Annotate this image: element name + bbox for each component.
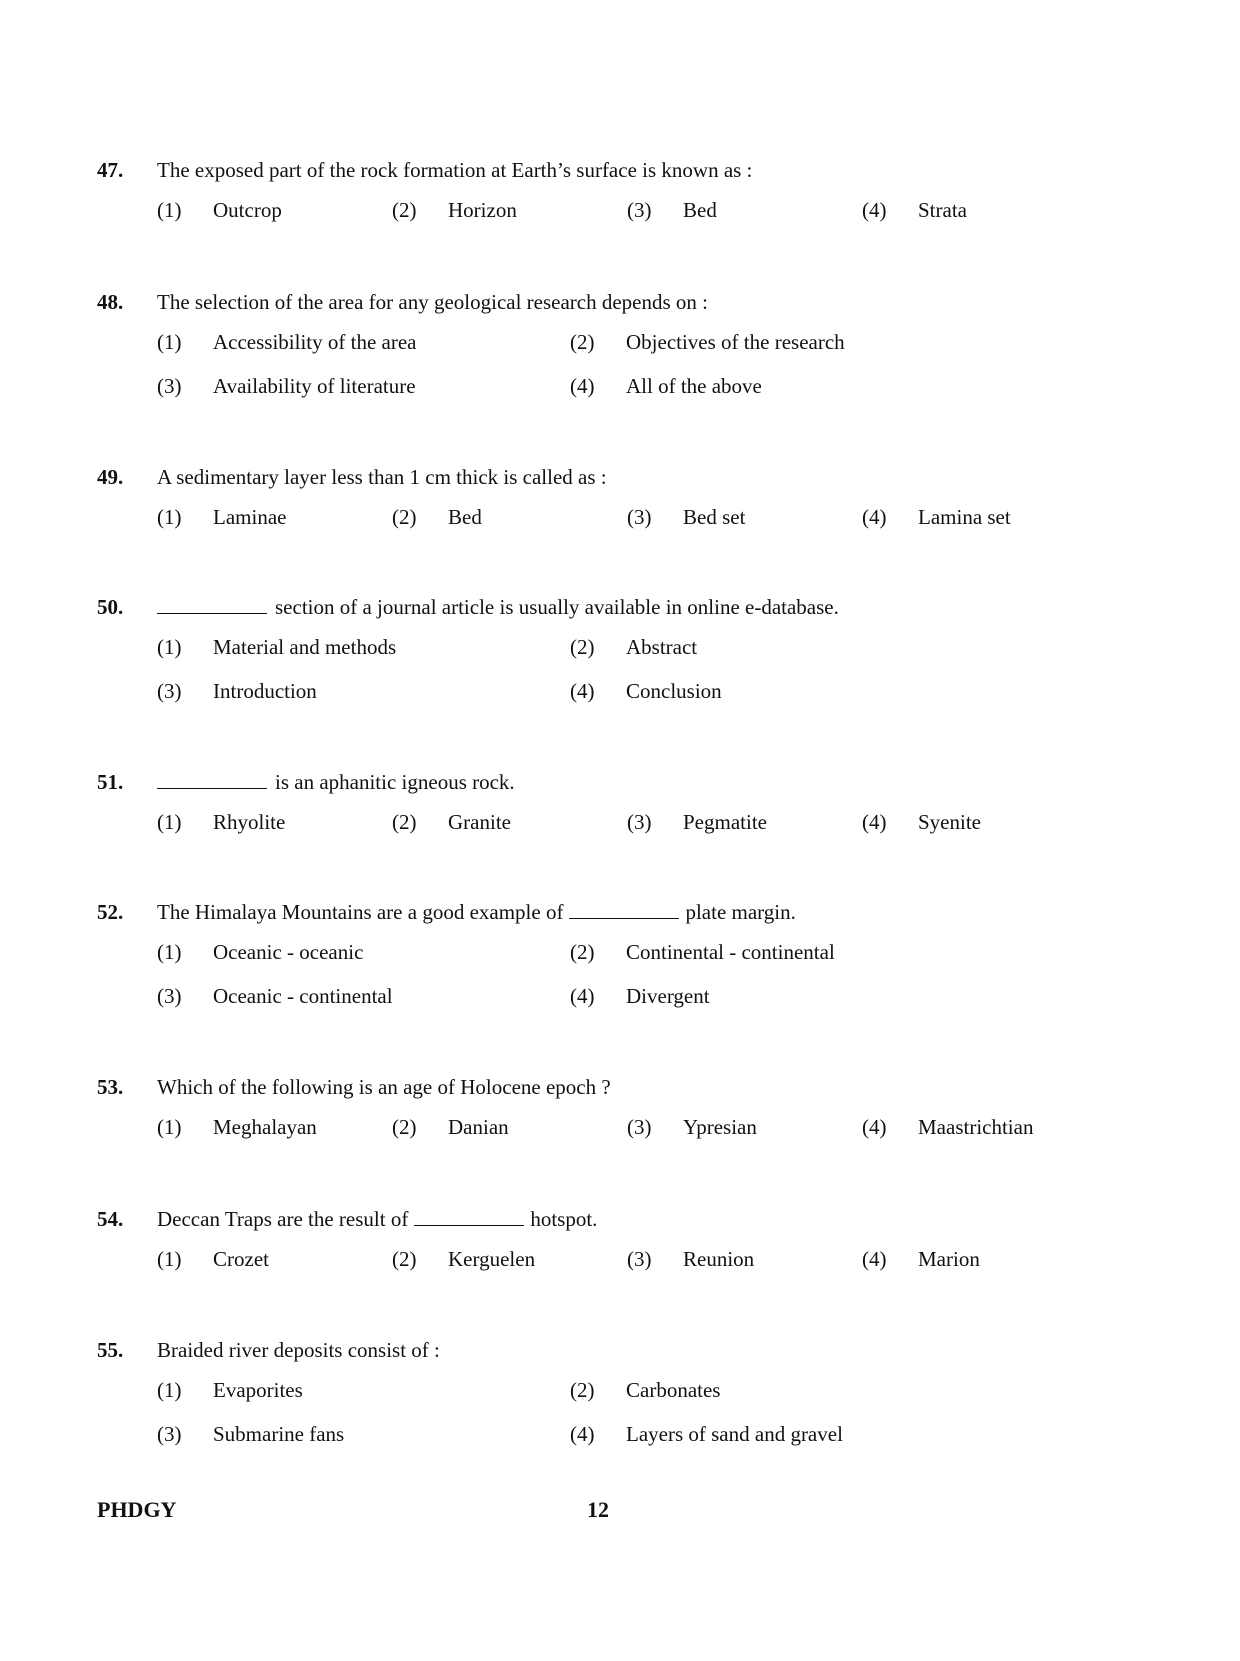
question-number: 48.	[97, 290, 124, 314]
question-text: Braided river deposits consist of :	[157, 1338, 440, 1362]
answer-blank	[569, 900, 679, 919]
option-text: Carbonates	[626, 1378, 721, 1402]
option-text: Lamina set	[918, 505, 1011, 529]
question-text: The Himalaya Mountains are a good example of	[157, 900, 564, 924]
option-number: (3)	[157, 1422, 182, 1446]
option-number: (3)	[627, 810, 652, 834]
option-text: Kerguelen	[448, 1247, 536, 1271]
option-text: Oceanic - continental	[213, 984, 393, 1008]
option-number: (1)	[157, 940, 182, 964]
option-number: (2)	[392, 810, 417, 834]
question-text: Deccan Traps are the result of	[157, 1207, 409, 1231]
option-text: Rhyolite	[213, 810, 286, 834]
option-number: (2)	[570, 635, 595, 659]
option-number: (4)	[862, 1247, 887, 1271]
option-text: Syenite	[918, 810, 981, 834]
option-text: Layers of sand and gravel	[626, 1422, 843, 1446]
question-number: 50.	[97, 595, 124, 619]
question-49	[0, 465, 1240, 549]
option-number: (4)	[862, 505, 887, 529]
option-text: Abstract	[626, 635, 698, 659]
question-text-end: hotspot.	[530, 1207, 598, 1231]
option-text: Availability of literature	[213, 374, 416, 398]
question-50	[0, 595, 1240, 723]
option-text: Oceanic - oceanic	[213, 940, 364, 964]
question-number: 49.	[97, 465, 124, 489]
question-number: 53.	[97, 1075, 124, 1099]
option-text: Laminae	[213, 505, 287, 529]
option-text: Material and methods	[213, 635, 397, 659]
option-number: (1)	[157, 635, 182, 659]
option-text: Continental - continental	[626, 940, 835, 964]
option-number: (3)	[157, 984, 182, 1008]
option-text: Granite	[448, 810, 511, 834]
question-number: 54.	[97, 1207, 124, 1231]
option-number: (3)	[627, 198, 652, 222]
page-number: 12	[587, 1497, 609, 1522]
option-number: (3)	[157, 679, 182, 703]
option-text: Evaporites	[213, 1378, 303, 1402]
option-number: (3)	[627, 1115, 652, 1139]
option-number: (1)	[157, 1115, 182, 1139]
option-number: (1)	[157, 198, 182, 222]
option-number: (4)	[862, 810, 887, 834]
option-number: (2)	[570, 940, 595, 964]
option-number: (2)	[392, 198, 417, 222]
option-text: Reunion	[683, 1247, 755, 1271]
option-number: (1)	[157, 1378, 182, 1402]
option-number: (2)	[570, 330, 595, 354]
question-text-end: plate margin.	[685, 900, 796, 924]
option-text: Danian	[448, 1115, 509, 1139]
question-53	[0, 1075, 1240, 1159]
option-text: Divergent	[626, 984, 710, 1008]
option-number: (3)	[157, 374, 182, 398]
option-number: (3)	[627, 505, 652, 529]
question-text: A sedimentary layer less than 1 cm thick is called as :	[157, 465, 607, 489]
option-text: Crozet	[213, 1247, 269, 1271]
question-51	[0, 770, 1240, 854]
question-text: section of a journal article is usually available in online e-database.	[275, 595, 839, 619]
option-text: Maastrichtian	[918, 1115, 1034, 1139]
option-number: (2)	[392, 505, 417, 529]
question-52	[0, 900, 1240, 1028]
question-54	[0, 1207, 1240, 1291]
option-text: Objectives of the research	[626, 330, 845, 354]
option-number: (4)	[570, 374, 595, 398]
question-number: 55.	[97, 1338, 124, 1362]
option-number: (4)	[570, 984, 595, 1008]
option-text: Submarine fans	[213, 1422, 345, 1446]
option-number: (2)	[392, 1115, 417, 1139]
question-48	[0, 290, 1240, 418]
question-text: Which of the following is an age of Holocene epoch ?	[157, 1075, 611, 1099]
option-text: Conclusion	[626, 679, 722, 703]
option-text: Strata	[918, 198, 967, 222]
option-text: Introduction	[213, 679, 317, 703]
question-text: The exposed part of the rock formation at Earth’s surface is known as :	[157, 158, 753, 182]
option-number: (4)	[862, 198, 887, 222]
option-text: Marion	[918, 1247, 980, 1271]
answer-blank	[157, 770, 267, 789]
option-text: Pegmatite	[683, 810, 767, 834]
option-text: Meghalayan	[213, 1115, 317, 1139]
option-number: (2)	[392, 1247, 417, 1271]
option-number: (4)	[862, 1115, 887, 1139]
answer-blank	[414, 1207, 524, 1226]
question-number: 47.	[97, 158, 124, 182]
question-number: 51.	[97, 770, 124, 794]
option-text: Bed	[683, 198, 717, 222]
question-47	[0, 158, 1240, 242]
option-number: (1)	[157, 505, 182, 529]
answer-blank	[157, 595, 267, 614]
option-number: (1)	[157, 330, 182, 354]
question-number: 52.	[97, 900, 124, 924]
option-number: (1)	[157, 810, 182, 834]
option-number: (4)	[570, 679, 595, 703]
option-text: Horizon	[448, 198, 517, 222]
option-text: Ypresian	[683, 1115, 757, 1139]
option-number: (3)	[627, 1247, 652, 1271]
option-number: (4)	[570, 1422, 595, 1446]
question-text: The selection of the area for any geological research depends on :	[157, 290, 709, 314]
option-text: Accessibility of the area	[213, 330, 417, 354]
option-text: All of the above	[626, 374, 762, 398]
question-55	[0, 1338, 1240, 1466]
option-number: (1)	[157, 1247, 182, 1271]
option-text: Outcrop	[213, 198, 282, 222]
option-text: Bed set	[683, 505, 746, 529]
question-text: is an aphanitic igneous rock.	[275, 770, 515, 794]
exam-code: PHDGY	[97, 1497, 177, 1522]
option-text: Bed	[448, 505, 482, 529]
option-number: (2)	[570, 1378, 595, 1402]
